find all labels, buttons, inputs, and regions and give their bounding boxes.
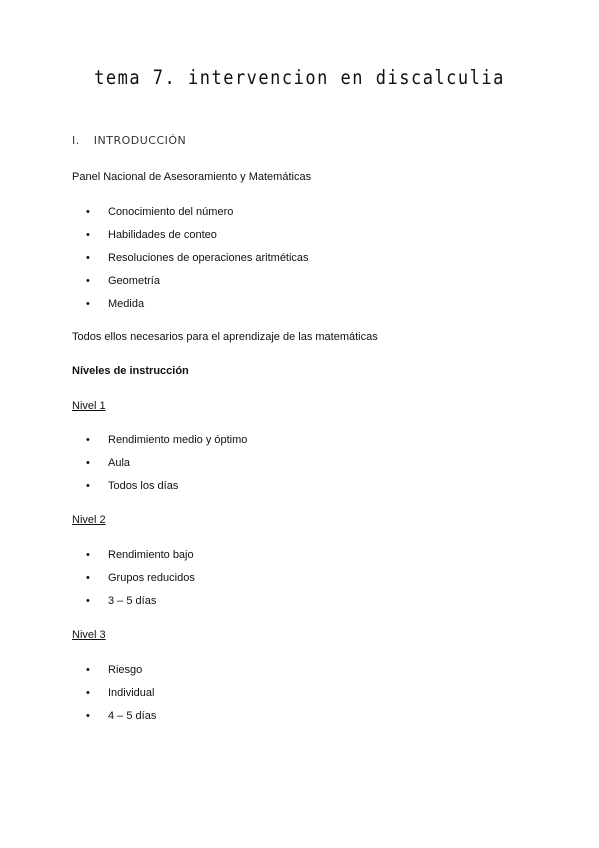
list-item: • Rendimiento bajo xyxy=(86,548,195,571)
list-item: • Conocimiento del número xyxy=(86,205,309,228)
list-item: • Aula xyxy=(86,456,247,479)
page-title: tema 7. intervencion en discalculia xyxy=(94,66,505,90)
section-label: INTRODUCCIÓN xyxy=(93,134,187,147)
list-item: • Grupos reducidos xyxy=(86,571,195,594)
list-item: • 3 – 5 días xyxy=(86,594,195,617)
level1-list xyxy=(86,433,247,502)
section-heading xyxy=(72,134,186,147)
section-number: I. xyxy=(72,134,80,147)
list-item: • Resoluciones de operaciones aritméticas xyxy=(86,251,309,274)
list-item: • Riesgo xyxy=(86,663,156,686)
list-item: • Todos los días xyxy=(86,479,247,502)
level2-list xyxy=(86,548,195,617)
level2-heading: Nivel 2 xyxy=(72,514,106,526)
level3-list xyxy=(86,663,156,732)
list-item: • 4 – 5 días xyxy=(86,709,156,732)
list-item: • Individual xyxy=(86,686,156,709)
intro-line: Panel Nacional de Asesoramiento y Matemáticas xyxy=(72,171,312,183)
list-item: • Geometría xyxy=(86,274,309,297)
list-item: • Rendimiento medio y óptimo xyxy=(86,433,247,456)
topics-list xyxy=(86,205,309,320)
list-item: • Medida xyxy=(86,297,309,320)
list-item: • Habilidades de conteo xyxy=(86,228,309,251)
levels-heading: Níveles de instrucción xyxy=(72,365,189,377)
level3-heading: Nivel 3 xyxy=(72,629,106,641)
level1-heading: Nivel 1 xyxy=(72,400,106,412)
summary-line: Todos ellos necesarios para el aprendizaje de las matemáticas xyxy=(72,331,378,343)
